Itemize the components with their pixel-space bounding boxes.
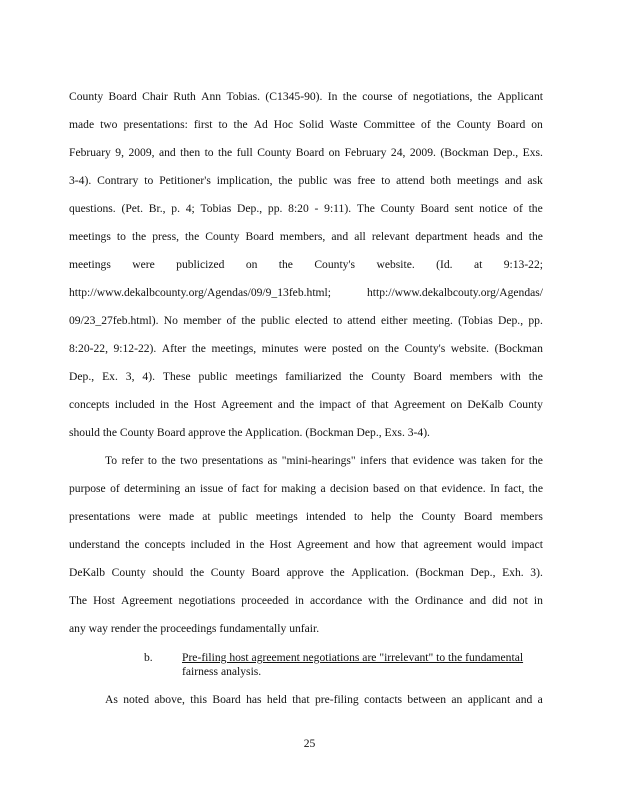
word: impact — [511, 538, 543, 551]
word: Petitioner's — [159, 174, 211, 187]
word: Dep., — [493, 146, 519, 159]
word: Board — [212, 693, 241, 706]
word: website. — [376, 258, 415, 271]
word: the — [125, 538, 140, 551]
word: of — [356, 398, 366, 411]
word: The — [356, 202, 375, 215]
word: presentations — [69, 510, 131, 523]
word: the — [218, 146, 233, 159]
word: the — [299, 398, 314, 411]
word: evidence. — [441, 482, 486, 495]
section-heading-line-2: fairness analysis. — [182, 665, 262, 678]
word: After — [161, 342, 187, 355]
word: that — [371, 398, 389, 411]
word: County — [380, 202, 415, 215]
word: Waste — [329, 118, 358, 131]
word: public — [298, 174, 328, 187]
word: members — [449, 370, 493, 383]
word: would — [477, 538, 507, 551]
word: free — [357, 174, 376, 187]
word: County — [257, 146, 292, 159]
word: 09/23_27feb.html). — [69, 314, 159, 327]
word: to — [333, 314, 343, 327]
word: of — [421, 118, 431, 131]
word: the — [278, 174, 293, 187]
word: understand — [69, 538, 120, 551]
word: that — [292, 693, 310, 706]
word: (Bockman — [494, 342, 543, 355]
word: of — [110, 482, 120, 495]
word: presentations: — [123, 118, 188, 131]
word: in — [160, 398, 170, 411]
paragraph-line — [69, 398, 543, 412]
word: 9:12-22). — [113, 342, 157, 355]
word: Agreement — [221, 398, 273, 411]
word: 4; — [185, 202, 195, 215]
word: Dep., — [470, 566, 496, 579]
word: the — [278, 258, 293, 271]
word: full — [236, 146, 253, 159]
word: the — [349, 370, 364, 383]
word: the — [250, 538, 265, 551]
word: approve — [286, 566, 324, 579]
word: and — [504, 174, 522, 187]
word: public — [260, 314, 290, 327]
word: with — [500, 370, 521, 383]
paragraph-line — [69, 286, 543, 300]
word: the — [528, 370, 543, 383]
word: p. — [171, 202, 180, 215]
word: Solid — [299, 118, 324, 131]
word: County — [69, 90, 104, 103]
word: 9, — [115, 146, 124, 159]
word: fact — [241, 482, 259, 495]
word: of — [513, 202, 523, 215]
word: on — [531, 118, 543, 131]
word: members, — [279, 230, 326, 243]
word: course — [362, 90, 393, 103]
word: attend — [396, 174, 425, 187]
word: to — [116, 230, 126, 243]
word: heads — [473, 230, 500, 243]
word: infers — [360, 454, 387, 467]
word: 3-4). — [69, 174, 92, 187]
word: 4). — [142, 370, 155, 383]
word: Application. — [351, 566, 409, 579]
word: included — [190, 538, 231, 551]
word: publicized — [176, 258, 225, 271]
word: http://www.dekalbcouty.org/Agendas/ — [366, 286, 543, 299]
word: accordance — [310, 594, 363, 607]
word: and — [158, 146, 176, 159]
word: ask — [527, 174, 543, 187]
word: in — [235, 538, 245, 551]
word: http://www.dekalbcounty.org/Agendas/09/9_13feb.html; — [69, 286, 332, 299]
word: February — [344, 146, 387, 159]
word: of — [397, 90, 408, 103]
word: the — [528, 230, 543, 243]
word: pre-filing — [314, 693, 359, 706]
word: the — [477, 90, 492, 103]
paragraph-line — [69, 174, 543, 188]
word: to — [144, 174, 154, 187]
word: (Tobias — [458, 314, 493, 327]
word: 3, — [125, 370, 135, 383]
word: public — [198, 370, 228, 383]
word: to — [218, 118, 228, 131]
paragraph-line — [69, 538, 543, 552]
word: meetings — [255, 510, 298, 523]
word: Board — [463, 510, 493, 523]
word: pp. — [267, 202, 283, 215]
word: the — [399, 510, 414, 523]
word: (Pet. — [121, 202, 144, 215]
word: familiarized — [285, 370, 342, 383]
word: Board — [413, 370, 442, 383]
word: County — [111, 566, 146, 579]
word: The — [69, 594, 88, 607]
word: evidence — [412, 454, 455, 467]
word: "mini-hearings" — [281, 454, 356, 467]
word: and — [277, 398, 295, 411]
word: the — [342, 90, 357, 103]
paragraph-line — [69, 90, 543, 104]
word: making — [281, 482, 317, 495]
word: concepts — [144, 538, 186, 551]
word: 8:20-22, — [69, 342, 108, 355]
word: Host — [93, 594, 115, 607]
word: meetings — [69, 230, 111, 243]
word: agreement — [423, 538, 472, 551]
word: Board — [251, 566, 280, 579]
word: help — [371, 510, 392, 523]
word: minutes — [261, 342, 299, 355]
word: the — [174, 398, 189, 411]
paragraph-line — [69, 370, 543, 384]
paragraph-line — [105, 454, 543, 468]
word: Ex. — [102, 370, 118, 383]
word: County's — [314, 258, 356, 271]
word: Hoc — [273, 118, 294, 131]
word: an — [451, 693, 463, 706]
word: was — [458, 454, 477, 467]
word: Exs. — [522, 146, 543, 159]
word: Host — [193, 398, 216, 411]
word: 2009, — [128, 146, 155, 159]
word: meetings — [456, 174, 499, 187]
word: Dep., — [237, 202, 263, 215]
word: Br., — [148, 202, 166, 215]
word: included — [114, 398, 155, 411]
word: an — [184, 482, 196, 495]
paragraph-line — [69, 594, 543, 608]
word: then — [180, 146, 201, 159]
word: the — [436, 118, 451, 131]
word: Ad — [253, 118, 268, 131]
word: as — [267, 454, 278, 467]
word: County — [421, 510, 456, 523]
paragraph-line: should the County Board approve the Application. (Bockman Dep., Exs. 3-4). — [69, 426, 430, 439]
word: to — [381, 174, 391, 187]
word: both — [430, 174, 452, 187]
word: meetings — [69, 258, 111, 271]
word: member — [183, 314, 222, 327]
word: all — [354, 230, 366, 243]
word: and — [353, 538, 371, 551]
word: of — [227, 482, 238, 495]
word: were — [303, 342, 327, 355]
word: two — [180, 454, 198, 467]
word: Ruth — [173, 90, 196, 103]
word: To — [105, 454, 118, 467]
word: contacts — [364, 693, 403, 706]
word: on — [367, 342, 380, 355]
word: were — [138, 510, 161, 523]
word: (Id. — [436, 258, 453, 271]
word: decision — [329, 482, 369, 495]
word: did — [492, 594, 507, 607]
word: how — [375, 538, 396, 551]
word: on — [328, 146, 341, 159]
word: above, — [154, 693, 185, 706]
word: sent — [454, 202, 474, 215]
word: at — [202, 510, 211, 523]
word: and — [469, 594, 487, 607]
word: members — [500, 510, 543, 523]
word: negotiations, — [412, 90, 473, 103]
word: to — [147, 454, 157, 467]
word: 8:20 — [288, 202, 309, 215]
word: 9:11). — [324, 202, 352, 215]
word: These — [162, 370, 191, 383]
word: the — [528, 202, 543, 215]
section-letter: b. — [144, 651, 153, 664]
word: County — [210, 566, 245, 579]
word: was — [333, 174, 352, 187]
word: for — [510, 454, 525, 467]
word: to — [204, 146, 214, 159]
word: were — [132, 258, 155, 271]
word: Host — [269, 538, 292, 551]
word: relevant — [371, 230, 410, 243]
paragraph-line — [69, 566, 543, 580]
word: Ann — [201, 90, 222, 103]
word: based — [373, 482, 400, 495]
paragraph-line — [69, 342, 543, 356]
word: that — [419, 482, 438, 495]
word: issue — [199, 482, 224, 495]
word: (Bockman — [415, 566, 464, 579]
word: County — [205, 230, 240, 243]
word: meeting. — [412, 314, 453, 327]
word: determining — [124, 482, 181, 495]
word: Board — [295, 146, 325, 159]
word: the — [233, 118, 248, 131]
word: Contrary — [97, 174, 139, 187]
word: the — [241, 314, 256, 327]
word: that — [400, 538, 419, 551]
word: 24, — [390, 146, 406, 159]
word: Dep., — [497, 314, 524, 327]
word: (Bockman — [440, 146, 489, 159]
word: County's — [404, 342, 446, 355]
word: the — [394, 594, 409, 607]
word: in — [533, 594, 543, 607]
word: - — [314, 202, 319, 215]
word: February — [69, 146, 111, 159]
word: and — [515, 693, 533, 706]
word: public — [218, 510, 248, 523]
word: 2009. — [409, 146, 436, 159]
word: the — [189, 566, 205, 579]
word: County — [456, 118, 491, 131]
word: has — [246, 693, 262, 706]
word: held — [266, 693, 287, 706]
word: Board — [420, 202, 449, 215]
word: either — [380, 314, 408, 327]
word: in — [294, 594, 304, 607]
word: No — [163, 314, 178, 327]
word: the — [191, 342, 206, 355]
word: 3). — [530, 566, 543, 579]
word: negotiations — [178, 594, 236, 607]
word: for — [263, 482, 277, 495]
word: Chair — [142, 90, 168, 103]
word: the — [330, 566, 345, 579]
word: posted — [331, 342, 363, 355]
word: department — [415, 230, 468, 243]
word: the — [132, 230, 147, 243]
word: DeKalb — [69, 566, 106, 579]
word: elected — [295, 314, 328, 327]
word: of — [226, 314, 237, 327]
word: noted — [123, 693, 149, 706]
word: Tobias. — [226, 90, 261, 103]
word: the — [528, 482, 543, 495]
word: the — [528, 454, 543, 467]
word: County — [371, 370, 406, 383]
word: Exh. — [502, 566, 524, 579]
word: 9:13-22; — [503, 258, 543, 271]
word: and — [331, 230, 349, 243]
word: pp. — [528, 314, 543, 327]
word: that — [391, 454, 409, 467]
word: concepts — [69, 398, 110, 411]
word: As — [105, 693, 118, 706]
word: Agreement — [393, 398, 446, 411]
word: notice — [479, 202, 508, 215]
paragraph-line — [69, 146, 543, 160]
section-heading-line-1: Pre-filing host agreement negotiations are "irrelevant" to the fundamental — [182, 651, 524, 664]
paragraph-line: any way render the proceedings fundamentally unfair. — [69, 622, 320, 635]
word: Agreement — [296, 538, 349, 551]
word: fact, — [504, 482, 525, 495]
word: attend — [347, 314, 376, 327]
word: on — [245, 258, 258, 271]
word: made — [169, 510, 195, 523]
word: should — [152, 566, 184, 579]
word: with — [368, 594, 389, 607]
word: to — [353, 510, 363, 523]
word: In — [490, 482, 500, 495]
paragraph-line — [69, 482, 543, 496]
word: presentations — [201, 454, 264, 467]
word: on — [450, 398, 463, 411]
word: Dep., — [69, 370, 95, 383]
word: between — [407, 693, 447, 706]
word: Applicant — [497, 90, 543, 103]
word: DeKalb — [467, 398, 504, 411]
word: a — [537, 693, 543, 706]
word: meetings, — [211, 342, 257, 355]
word: at — [473, 258, 483, 271]
paragraph-line — [69, 258, 543, 272]
word: intended — [305, 510, 346, 523]
word: first — [193, 118, 213, 131]
word: implication, — [216, 174, 273, 187]
paragraph-line — [69, 314, 543, 328]
word: and — [505, 230, 523, 243]
paragraph-line — [69, 510, 543, 524]
word: taken — [481, 454, 507, 467]
word: the — [161, 454, 176, 467]
word: Agreement — [121, 594, 173, 607]
word: a — [320, 482, 326, 495]
section-heading — [182, 651, 543, 665]
word: Board — [245, 230, 274, 243]
word: Ordinance — [415, 594, 464, 607]
word: proceeded — [241, 594, 289, 607]
paragraph-line — [105, 693, 543, 707]
word: the — [185, 230, 200, 243]
word: Tobias — [200, 202, 232, 215]
word: on — [403, 482, 416, 495]
word: purpose — [69, 482, 106, 495]
word: (C1345-90). — [265, 90, 323, 103]
word: the — [384, 342, 399, 355]
word: applicant — [467, 693, 511, 706]
page-number: 25 — [303, 737, 316, 750]
word: two — [100, 118, 118, 131]
word: questions. — [69, 202, 116, 215]
word: Board — [108, 90, 137, 103]
word: In — [327, 90, 338, 103]
word: press, — [152, 230, 179, 243]
section-heading — [182, 665, 543, 679]
word: Committee — [363, 118, 416, 131]
word: website. — [450, 342, 490, 355]
paragraph-line — [69, 202, 543, 216]
word: impact — [319, 398, 351, 411]
word: County — [508, 398, 543, 411]
word: made — [69, 118, 95, 131]
word: meetings — [235, 370, 278, 383]
word: refer — [121, 454, 144, 467]
paragraph-line — [69, 230, 543, 244]
word: this — [190, 693, 208, 706]
word: Board — [496, 118, 526, 131]
word: not — [513, 594, 528, 607]
paragraph-line — [69, 118, 543, 132]
